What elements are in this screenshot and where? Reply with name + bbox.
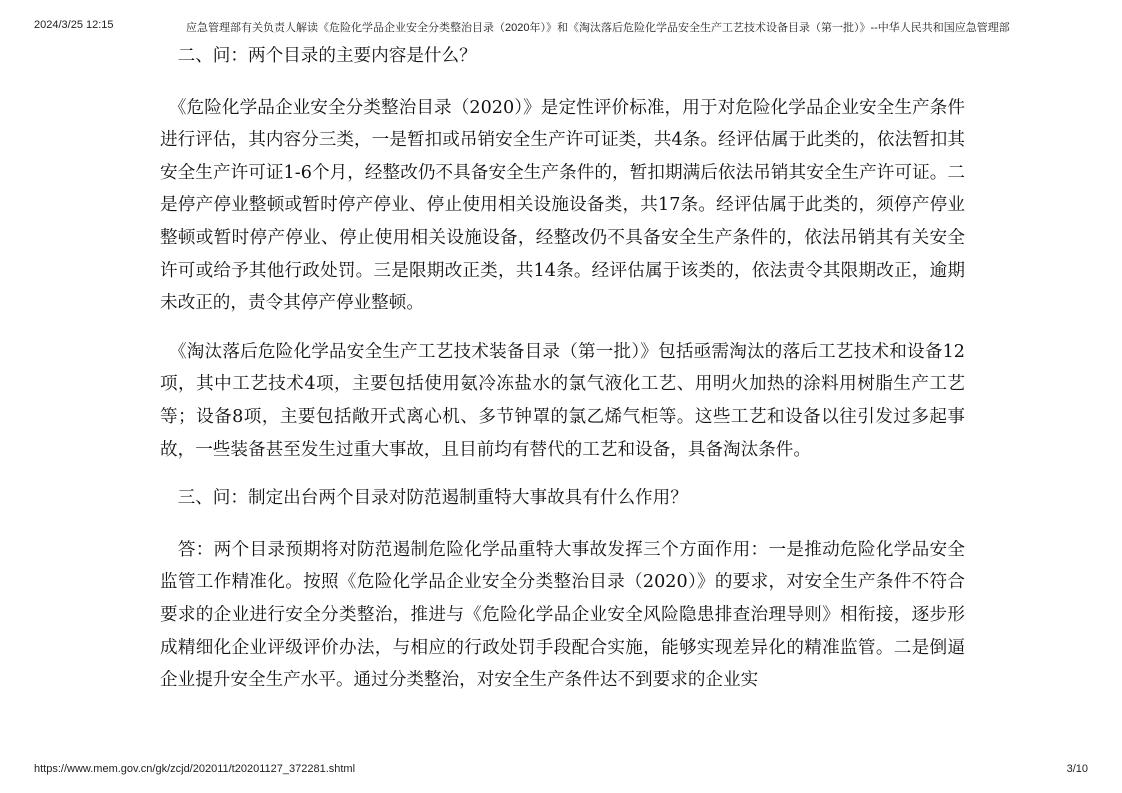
paragraph-elimination-catalog: 《淘汰落后危险化学品安全生产工艺技术装备目录（第一批）》包括亟需淘汰的落后工艺技术和设备12项，其中工艺技术4项，主要包括使用氨冷冻盐水的氯气液化工艺、用明火加热的涂料用树脂生产工艺等；设备8项，主要包括敞开式离心机、多节钟罩的氯乙烯气柜等。这些工艺和设备以往引发过多起事故，一些装备甚至发生过重大事故，且目前均有替代的工艺和设备，具备淘汰条件。 bbox=[160, 341, 965, 460]
paragraph-classification-catalog: 《危险化学品企业安全分类整治目录（2020）》是定性评价标准，用于对危险化学品企业安全生产条件进行评估，其内容分三类，一是暂扣或吊销安全生产许可证类，共4条。经评估属于此类的，依法暂扣其安全生产许可证1-6个月，经整改仍不具备安全生产条件的，暂扣期满后依法吊销其安全生产许可证。二是停产停业整顿或暂时停产停业、停止使用相关设施设备类，共17条。经评估属于此类的，须停产停业整顿或暂时停产停业、停止使用相关设施设备，经整改仍不具备安全生产条件的，依法吊销其有关安全许可或给予其他行政处罚。三是限期改正类，共14条。经评估属于该类的，依法责令其限期改正，逾期未改正的，责令其停产停业整顿。 bbox=[160, 97, 965, 314]
paragraph-answer: 答：两个目录预期将对防范遏制危险化学品重特大事故发挥三个方面作用：一是推动危险化学品安全监管工作精准化。按照《危险化学品企业安全分类整治目录（2020）》的要求，对安全生产条件不符合要求的企业进行安全分类整治，推进与《危险化学品企业安全风险隐患排查治理导则》相衔接，逐步形成精细化企业评级评价办法，与相应的行政处罚手段配合实施，能够实现差异化的精准监管。二是倒逼企业提升安全生产水平。通过分类整治，对安全生产条件达不到要求的企业实 bbox=[160, 539, 965, 691]
article-body bbox=[160, 40, 965, 713]
section-heading-2: 二、问：两个目录的主要内容是什么？ bbox=[160, 46, 477, 66]
section-heading-3: 三、问：制定出台两个目录对防范遏制重特大事故具有什么作用？ bbox=[160, 488, 688, 509]
print-timestamp: 2024/3/25 12:15 bbox=[34, 19, 114, 31]
page-number: 3/10 bbox=[1066, 763, 1088, 775]
page-title: 应急管理部有关负责人解读《危险化学品企业安全分类整治目录（2020年）》和《淘汰落后危险化学品安全生产工艺技术设备目录（第一批）》--中华人民共和国应急管理部 bbox=[186, 22, 1010, 34]
page-url: https://www.mem.gov.cn/gk/zcjd/202011/t20201127_372281.shtml bbox=[34, 763, 356, 775]
